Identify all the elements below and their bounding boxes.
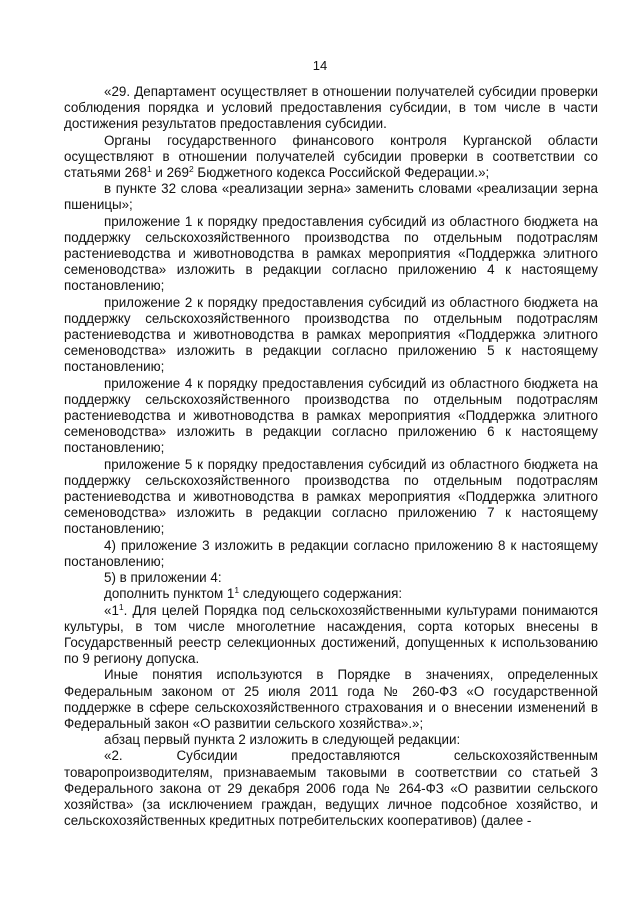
paragraph-item-5: 5) в приложении 4:	[104, 570, 222, 586]
superscript: 1	[146, 164, 152, 175]
paragraph-other-concepts: Иные понятия используются в Порядке в значениях, определенных Федеральным законом от 25 июля 2011 года № 260-ФЗ «О государственной поддержке в сфере сельскохозяйственного страхования и о внесении изменений в Федеральный закон «О развитии сельского хозяйства».»;	[64, 667, 598, 731]
paragraph-control-bodies	[64, 133, 598, 182]
superscript: 2	[188, 164, 194, 175]
paragraph-first-abzac: абзац первый пункта 2 изложить в следующей редакции:	[104, 732, 461, 748]
page-number: 14	[312, 58, 328, 73]
paragraph-add-point	[64, 586, 598, 602]
text-run: и 269	[151, 165, 189, 181]
superscript: 1	[234, 585, 240, 596]
paragraph-appendix-4: приложение 4 к порядку предоставления субсидий из областного бюджета на поддержку сельскохозяйственного производства по отдельным подотраслям растениеводства и животноводства в рамках мероприятия «Поддержка элитного семеноводства» изложить в редакции согласно приложению 6 к настоящему постановлению;	[64, 375, 598, 456]
paragraph-point-2: «2. Субсидии предоставляются сельскохозяйственным товаропроизводителям, признаваемым таковыми в соответствии со статьей 3 Федерального закона от 29 декабря 2006 года № 264-ФЗ «О развитии сельского хозяйства» (за исключением граждан, ведущих личное подсобное хозяйство, и сельскохозяйственных кредитных потребительских кооперативов) (далее -	[64, 748, 598, 829]
paragraph-point-1-1	[64, 603, 598, 668]
paragraph-29: «29. Департамент осуществляет в отношении получателей субсидии проверки соблюдения порядка и условий предоставления субсидии, в том числе в части достижения результатов предоставления субсидии.	[64, 84, 598, 132]
paragraph-point-32: в пункте 32 слова «реализации зерна» заменить словами «реализации зерна пшеницы»;	[64, 181, 598, 213]
document-body	[64, 84, 598, 829]
paragraph-appendix-1: приложение 1 к порядку предоставления субсидий из областного бюджета на поддержку сельскохозяйственного производства по отдельным подотраслям растениеводства и животноводства в рамках мероприятия «Поддержка элитного семеноводства» изложить в редакции согласно приложению 4 к настоящему постановлению;	[64, 213, 598, 294]
paragraph-appendix-2: приложение 2 к порядку предоставления субсидий из областного бюджета на поддержку сельскохозяйственного производства по отдельным подотраслям растениеводства и животноводства в рамках мероприятия «Поддержка элитного семеноводства» изложить в редакции согласно приложению 5 к настоящему постановлению;	[64, 294, 598, 375]
text-run: дополнить пунктом 1	[104, 586, 235, 602]
paragraph-appendix-5: приложение 5 к порядку предоставления субсидий из областного бюджета на поддержку сельскохозяйственного производства по отдельным подотраслям растениеводства и животноводства в рамках мероприятия «Поддержка элитного семеноводства» изложить в редакции согласно приложению 7 к настоящему постановлению;	[64, 456, 598, 537]
paragraph-item-4: 4) приложение 3 изложить в редакции согласно приложению 8 к настоящему постановлению;	[64, 537, 598, 569]
superscript: 1	[118, 601, 124, 612]
text-run: Органы государственного финансового контроля Курганской области осуществляют в отношении получателей субсидии проверки в соответствии со статьями 268	[64, 132, 598, 181]
text-run: . Для целей Порядка под сельскохозяйственными культурами понимаются культуры, в том числе многолетние насаждения, сорта которых внесены в Государственный реестр селекционных достижений, допущенных к использованию по 9 региону допуска.	[64, 602, 598, 667]
text-run: следующего содержания:	[239, 586, 403, 602]
text-run: «1	[104, 602, 119, 618]
text-run: Бюджетного кодекса Российской Федерации.»;	[193, 165, 490, 181]
